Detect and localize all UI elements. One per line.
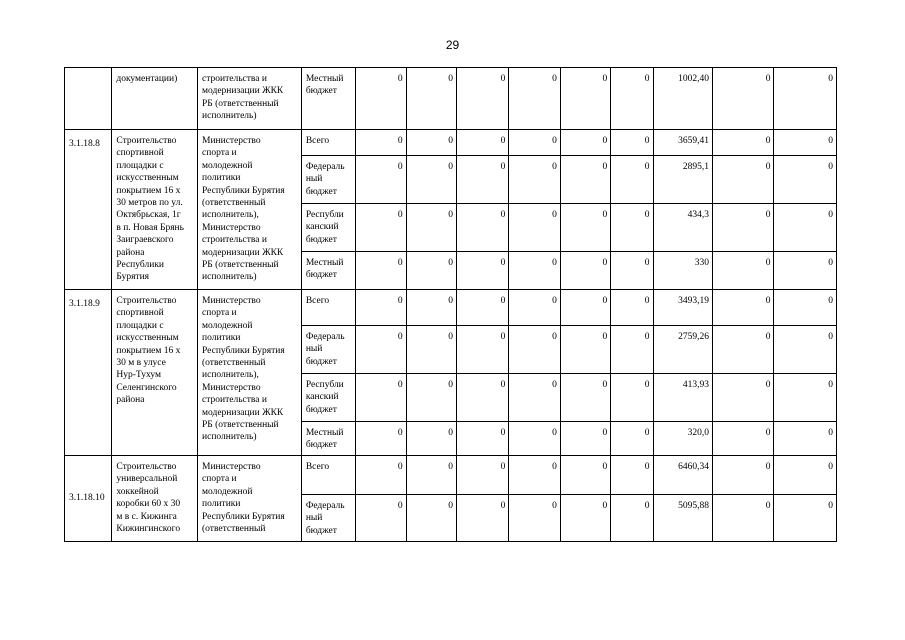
value-cell bbox=[712, 130, 773, 156]
value-cell-text: 0 bbox=[500, 258, 506, 268]
value-cell-text: 0 bbox=[644, 74, 650, 84]
value-cell bbox=[774, 495, 837, 542]
value-cell-text: 0 bbox=[500, 380, 506, 390]
value-cell bbox=[712, 252, 773, 290]
value-cell bbox=[457, 326, 509, 374]
value-cell-text: 0 bbox=[552, 136, 557, 146]
value-cell-text: 0 bbox=[765, 74, 771, 84]
value-cell-text: 330 bbox=[694, 258, 709, 268]
value-cell-text: 0 bbox=[828, 258, 833, 268]
value-cell-text: 0 bbox=[765, 501, 771, 511]
value-cell bbox=[560, 156, 610, 204]
value-cell-text: 0 bbox=[602, 258, 608, 268]
table-row bbox=[65, 290, 837, 326]
value-cell bbox=[457, 204, 509, 252]
value-cell-text: 0 bbox=[500, 332, 506, 342]
value-cell bbox=[406, 495, 456, 542]
value-cell-text: 2895,1 bbox=[682, 162, 709, 172]
value-cell bbox=[774, 456, 837, 495]
value-cell-text: 0 bbox=[552, 296, 557, 306]
value-cell bbox=[509, 422, 560, 456]
executor-cell bbox=[198, 290, 302, 456]
value-cell bbox=[356, 204, 406, 252]
value-cell bbox=[560, 290, 610, 326]
value-cell-text: 0 bbox=[765, 332, 771, 342]
funding-source-cell-text: Федераль ный бюджет bbox=[305, 501, 345, 536]
value-cell-text: 0 bbox=[828, 162, 833, 172]
funding-source-cell bbox=[301, 130, 355, 156]
funding-source-cell-text: Всего bbox=[305, 462, 330, 472]
value-cell-text: 0 bbox=[448, 380, 454, 390]
value-cell-text: 0 bbox=[602, 162, 608, 172]
value-cell-text: 434,3 bbox=[687, 210, 709, 220]
value-cell bbox=[560, 495, 610, 542]
value-cell bbox=[611, 374, 653, 422]
executor-cell-text: строительства и модернизации ЖКК РБ (ответственный исполнитель) bbox=[202, 74, 284, 122]
value-cell-text: 0 bbox=[644, 501, 650, 511]
value-cell bbox=[712, 68, 773, 130]
value-cell-text: 0 bbox=[552, 210, 557, 220]
value-cell-text: 0 bbox=[397, 210, 403, 220]
value-cell bbox=[509, 290, 560, 326]
value-cell bbox=[457, 495, 509, 542]
value-cell-text: 0 bbox=[552, 462, 557, 472]
value-cell bbox=[509, 456, 560, 495]
value-cell-text: 0 bbox=[602, 380, 608, 390]
measure-name-cell-text: Строительство спортивной площадки с искусственным покрытием 16 х 30 м в улусе Нур-Тухум Селенгинского района bbox=[116, 296, 181, 406]
code-cell-text: 3.1.18.9 bbox=[69, 299, 100, 309]
value-cell-text: 0 bbox=[500, 210, 506, 220]
value-cell bbox=[509, 495, 560, 542]
value-cell-text: 0 bbox=[397, 162, 403, 172]
funding-source-cell-text: Всего bbox=[305, 296, 330, 306]
value-cell-text: 0 bbox=[765, 428, 771, 438]
value-cell-text: 0 bbox=[500, 296, 506, 306]
funding-source-cell bbox=[301, 204, 355, 252]
value-cell-text: 0 bbox=[828, 462, 833, 472]
value-cell bbox=[560, 326, 610, 374]
value-cell bbox=[457, 422, 509, 456]
value-cell-text: 6460,34 bbox=[678, 462, 709, 472]
funding-source-cell-text: Федераль ный бюджет bbox=[305, 332, 345, 367]
value-cell-text: 0 bbox=[397, 380, 403, 390]
measure-name-cell bbox=[112, 456, 198, 542]
value-cell bbox=[611, 156, 653, 204]
value-cell-text: 5095,88 bbox=[678, 501, 709, 511]
value-cell-text: 1002,40 bbox=[678, 74, 709, 84]
value-cell bbox=[457, 252, 509, 290]
value-cell bbox=[712, 204, 773, 252]
value-cell-text: 0 bbox=[500, 74, 506, 84]
value-cell-text: 0 bbox=[448, 296, 454, 306]
measure-name-cell-text: Строительство спортивной площадки с искусственным покрытием 16 х 30 метров по ул. Октябрьская, 1г в п. Новая Брянь Заиграевского района Республики Бурятия bbox=[116, 136, 184, 283]
table-row bbox=[65, 456, 837, 495]
value-cell bbox=[509, 326, 560, 374]
value-cell bbox=[653, 290, 712, 326]
executor-cell-text: Министерство спорта и молодежной политики Республики Бурятия (ответственный исполнитель), Министерство строительства и модернизации ЖКК РБ (ответственный исполнитель) bbox=[202, 136, 285, 283]
value-cell bbox=[653, 204, 712, 252]
value-cell-text: 0 bbox=[500, 136, 506, 146]
value-cell-text: 0 bbox=[602, 74, 608, 84]
value-cell bbox=[457, 68, 509, 130]
value-cell bbox=[560, 204, 610, 252]
value-cell bbox=[406, 422, 456, 456]
value-cell-text: 0 bbox=[765, 210, 771, 220]
value-cell bbox=[774, 374, 837, 422]
value-cell-text: 0 bbox=[397, 136, 403, 146]
value-cell-text: 0 bbox=[448, 462, 454, 472]
value-cell bbox=[653, 68, 712, 130]
value-cell-text: 2759,26 bbox=[678, 332, 709, 342]
value-cell bbox=[406, 130, 456, 156]
value-cell bbox=[560, 456, 610, 495]
value-cell bbox=[653, 130, 712, 156]
value-cell bbox=[509, 130, 560, 156]
value-cell bbox=[774, 252, 837, 290]
value-cell bbox=[356, 130, 406, 156]
value-cell bbox=[653, 495, 712, 542]
budget-table bbox=[64, 67, 837, 542]
value-cell bbox=[356, 495, 406, 542]
value-cell bbox=[611, 326, 653, 374]
funding-source-cell bbox=[301, 68, 355, 130]
code-cell bbox=[65, 68, 112, 130]
value-cell-text: 0 bbox=[765, 136, 771, 146]
funding-source-cell-text: Федераль ный бюджет bbox=[305, 162, 345, 197]
value-cell bbox=[653, 326, 712, 374]
measure-name-cell bbox=[112, 130, 198, 290]
value-cell bbox=[712, 374, 773, 422]
value-cell bbox=[406, 252, 456, 290]
funding-source-cell-text: Местный бюджет bbox=[305, 428, 344, 451]
value-cell-text: 0 bbox=[448, 428, 454, 438]
value-cell bbox=[457, 374, 509, 422]
value-cell-text: 0 bbox=[602, 428, 608, 438]
value-cell bbox=[560, 374, 610, 422]
value-cell bbox=[611, 68, 653, 130]
value-cell bbox=[712, 156, 773, 204]
value-cell bbox=[611, 495, 653, 542]
code-cell-text: 3.1.18.10 bbox=[69, 493, 105, 504]
funding-source-cell bbox=[301, 422, 355, 456]
value-cell-text: 0 bbox=[448, 74, 454, 84]
value-cell bbox=[509, 156, 560, 204]
value-cell-text: 0 bbox=[828, 332, 833, 342]
value-cell-text: 0 bbox=[500, 501, 506, 511]
value-cell-text: 0 bbox=[644, 296, 650, 306]
value-cell-text: 0 bbox=[644, 428, 650, 438]
value-cell-text: 0 bbox=[765, 258, 771, 268]
code-cell bbox=[65, 456, 112, 542]
value-cell bbox=[774, 68, 837, 130]
value-cell-text: 0 bbox=[644, 210, 650, 220]
measure-name-cell-text: Строительство универсальной хоккейной коробки 60 х 30 м в с. Кижинга Кижингинского bbox=[116, 462, 181, 535]
funding-source-cell bbox=[301, 290, 355, 326]
value-cell bbox=[712, 326, 773, 374]
value-cell bbox=[653, 456, 712, 495]
value-cell bbox=[712, 422, 773, 456]
value-cell bbox=[774, 204, 837, 252]
value-cell-text: 0 bbox=[500, 162, 506, 172]
value-cell-text: 0 bbox=[397, 74, 403, 84]
value-cell-text: 3493,19 bbox=[678, 296, 709, 306]
value-cell-text: 0 bbox=[602, 332, 608, 342]
value-cell bbox=[406, 204, 456, 252]
value-cell bbox=[611, 252, 653, 290]
value-cell bbox=[509, 252, 560, 290]
funding-source-cell-text: Республи канский бюджет bbox=[305, 210, 344, 245]
funding-source-cell bbox=[301, 374, 355, 422]
value-cell bbox=[653, 422, 712, 456]
value-cell-text: 0 bbox=[644, 162, 650, 172]
value-cell bbox=[509, 68, 560, 130]
value-cell-text: 0 bbox=[828, 210, 833, 220]
value-cell-text: 0 bbox=[448, 501, 454, 511]
value-cell-text: 0 bbox=[448, 162, 454, 172]
value-cell-text: 0 bbox=[828, 380, 833, 390]
value-cell-text: 0 bbox=[828, 74, 833, 84]
value-cell bbox=[653, 156, 712, 204]
value-cell bbox=[406, 68, 456, 130]
table-body bbox=[65, 68, 837, 542]
value-cell-text: 0 bbox=[828, 501, 833, 511]
value-cell bbox=[406, 156, 456, 204]
value-cell-text: 0 bbox=[828, 136, 833, 146]
value-cell bbox=[611, 290, 653, 326]
value-cell-text: 0 bbox=[448, 210, 454, 220]
value-cell bbox=[560, 422, 610, 456]
value-cell bbox=[560, 68, 610, 130]
value-cell-text: 0 bbox=[448, 258, 454, 268]
value-cell bbox=[356, 422, 406, 456]
measure-name-cell bbox=[112, 290, 198, 456]
value-cell-text: 0 bbox=[552, 380, 557, 390]
value-cell-text: 0 bbox=[552, 332, 557, 342]
value-cell-text: 0 bbox=[397, 501, 403, 511]
value-cell bbox=[712, 290, 773, 326]
funding-source-cell-text: Местный бюджет bbox=[305, 74, 344, 97]
value-cell-text: 320,0 bbox=[687, 428, 709, 438]
value-cell bbox=[406, 290, 456, 326]
value-cell-text: 0 bbox=[765, 296, 771, 306]
value-cell bbox=[457, 290, 509, 326]
value-cell-text: 0 bbox=[552, 74, 557, 84]
value-cell-text: 0 bbox=[397, 428, 403, 438]
value-cell bbox=[509, 204, 560, 252]
value-cell bbox=[774, 326, 837, 374]
value-cell bbox=[653, 374, 712, 422]
funding-source-cell bbox=[301, 326, 355, 374]
funding-source-cell-text: Всего bbox=[305, 136, 330, 146]
value-cell bbox=[653, 252, 712, 290]
value-cell-text: 0 bbox=[552, 162, 557, 172]
code-cell-text: 3.1.18.8 bbox=[69, 139, 100, 149]
value-cell bbox=[611, 456, 653, 495]
value-cell-text: 0 bbox=[765, 462, 771, 472]
value-cell bbox=[356, 326, 406, 374]
executor-cell bbox=[198, 68, 302, 130]
value-cell bbox=[611, 130, 653, 156]
measure-name-cell bbox=[112, 68, 198, 130]
value-cell bbox=[356, 68, 406, 130]
value-cell bbox=[406, 326, 456, 374]
value-cell bbox=[611, 204, 653, 252]
table-row bbox=[65, 68, 837, 130]
funding-source-cell-text: Местный бюджет bbox=[305, 258, 344, 281]
funding-source-cell bbox=[301, 252, 355, 290]
value-cell bbox=[611, 422, 653, 456]
value-cell-text: 0 bbox=[397, 332, 403, 342]
value-cell bbox=[712, 456, 773, 495]
value-cell-text: 0 bbox=[828, 428, 833, 438]
value-cell-text: 0 bbox=[644, 462, 650, 472]
value-cell-text: 0 bbox=[828, 296, 833, 306]
value-cell-text: 0 bbox=[500, 462, 506, 472]
code-cell bbox=[65, 290, 112, 456]
page-number: 29 bbox=[445, 38, 460, 52]
value-cell-text: 0 bbox=[602, 462, 608, 472]
value-cell-text: 0 bbox=[448, 136, 454, 146]
value-cell-text: 0 bbox=[602, 501, 608, 511]
value-cell bbox=[774, 156, 837, 204]
table-row bbox=[65, 130, 837, 156]
value-cell bbox=[356, 456, 406, 495]
value-cell-text: 413,93 bbox=[682, 380, 709, 390]
executor-cell bbox=[198, 456, 302, 542]
measure-name-cell-text: документации) bbox=[116, 74, 178, 84]
value-cell bbox=[509, 374, 560, 422]
executor-cell bbox=[198, 130, 302, 290]
value-cell bbox=[560, 252, 610, 290]
value-cell bbox=[560, 130, 610, 156]
value-cell-text: 0 bbox=[644, 136, 650, 146]
value-cell bbox=[774, 422, 837, 456]
value-cell-text: 0 bbox=[397, 258, 403, 268]
value-cell bbox=[774, 290, 837, 326]
value-cell-text: 0 bbox=[765, 162, 771, 172]
value-cell-text: 0 bbox=[448, 332, 454, 342]
value-cell bbox=[712, 495, 773, 542]
value-cell bbox=[457, 130, 509, 156]
funding-source-cell bbox=[301, 456, 355, 495]
value-cell-text: 0 bbox=[552, 501, 557, 511]
value-cell bbox=[457, 456, 509, 495]
funding-source-cell-text: Республи канский бюджет bbox=[305, 380, 344, 415]
executor-cell-text: Министерство спорта и молодежной политики Республики Бурятия (ответственный исполнитель), Министерство строительства и модернизации ЖКК РБ (ответственный исполнитель) bbox=[202, 296, 285, 443]
executor-cell-text: Министерство спорта и молодежной политики Республики Бурятия (ответственный bbox=[202, 462, 285, 535]
funding-source-cell bbox=[301, 495, 355, 542]
value-cell bbox=[356, 252, 406, 290]
value-cell bbox=[774, 130, 837, 156]
value-cell-text: 0 bbox=[500, 428, 506, 438]
value-cell-text: 0 bbox=[644, 380, 650, 390]
value-cell-text: 0 bbox=[397, 296, 403, 306]
value-cell-text: 0 bbox=[602, 296, 608, 306]
value-cell-text: 0 bbox=[602, 136, 608, 146]
value-cell bbox=[457, 156, 509, 204]
value-cell-text: 0 bbox=[397, 462, 403, 472]
value-cell-text: 0 bbox=[552, 428, 557, 438]
value-cell bbox=[406, 374, 456, 422]
value-cell bbox=[356, 156, 406, 204]
value-cell-text: 0 bbox=[552, 258, 557, 268]
value-cell-text: 0 bbox=[602, 210, 608, 220]
value-cell-text: 0 bbox=[644, 258, 650, 268]
funding-source-cell bbox=[301, 156, 355, 204]
value-cell-text: 0 bbox=[644, 332, 650, 342]
value-cell bbox=[356, 374, 406, 422]
value-cell bbox=[406, 456, 456, 495]
code-cell bbox=[65, 130, 112, 290]
value-cell bbox=[356, 290, 406, 326]
value-cell-text: 3659,41 bbox=[678, 136, 709, 146]
value-cell-text: 0 bbox=[765, 380, 771, 390]
